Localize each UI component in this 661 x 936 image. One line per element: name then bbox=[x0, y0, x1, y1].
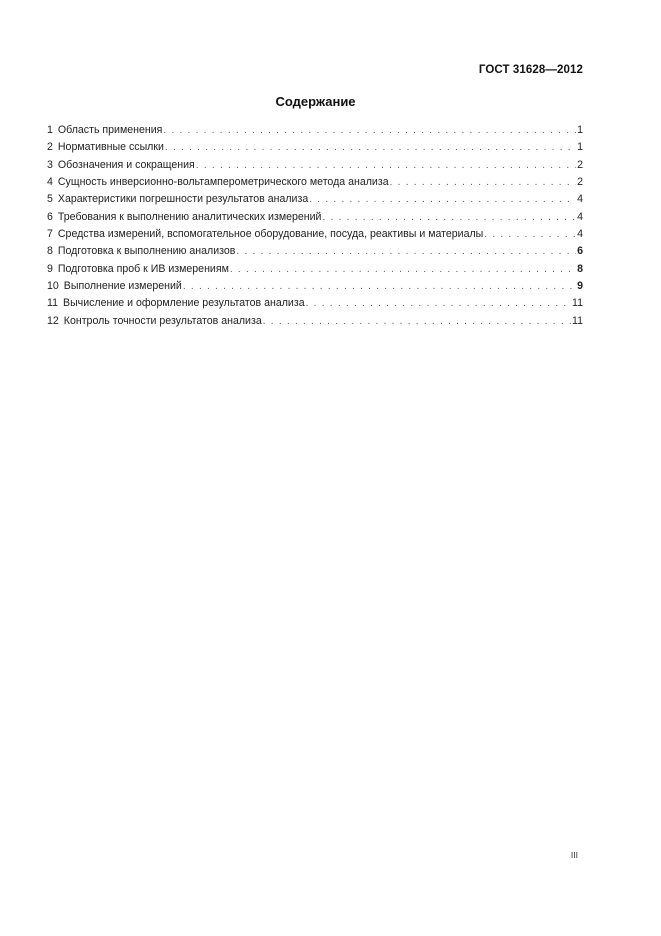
toc-entry-title: Требования к выполнению аналитических измерений bbox=[57, 210, 322, 223]
toc-entry-12[interactable] bbox=[47, 313, 583, 330]
toc-entry-number: 6 bbox=[47, 210, 53, 223]
toc-entry-page: 11 bbox=[572, 297, 583, 310]
dot-leader bbox=[306, 295, 571, 312]
toc-entry-number: 11 bbox=[47, 297, 58, 310]
dot-leader bbox=[309, 191, 576, 208]
toc-entry-6[interactable] bbox=[47, 209, 583, 226]
toc-entry-page: 2 bbox=[577, 176, 583, 189]
toc-entry-page: 8 bbox=[577, 262, 583, 275]
toc-entry-9[interactable] bbox=[47, 261, 583, 278]
toc-entry-number: 8 bbox=[47, 245, 53, 258]
toc-entry-8[interactable] bbox=[47, 243, 583, 260]
dot-leader bbox=[196, 157, 576, 174]
toc-entry-title: Выполнение измерений bbox=[63, 280, 182, 293]
toc-entry-number: 4 bbox=[47, 176, 53, 189]
toc-entry-page: 4 bbox=[577, 210, 583, 223]
toc-title: Содержание bbox=[275, 94, 356, 109]
toc-entry-10[interactable] bbox=[47, 278, 583, 295]
dot-leader bbox=[484, 226, 576, 243]
dot-leader bbox=[263, 313, 571, 330]
toc-entry-number: 3 bbox=[47, 158, 53, 171]
dot-leader bbox=[390, 174, 577, 191]
toc-entry-4[interactable] bbox=[47, 174, 583, 191]
toc-entry-title: Подготовка к выполнению анализов bbox=[57, 245, 236, 258]
toc-entry-page: 11 bbox=[572, 314, 583, 327]
toc-entry-title: Сущность инверсионно-вольтамперометрического метода анализа bbox=[57, 176, 389, 189]
toc-entry-title: Вычисление и оформление результатов анализа bbox=[63, 297, 305, 310]
toc-entry-2[interactable] bbox=[47, 139, 583, 156]
toc-entry-page: 4 bbox=[577, 228, 583, 241]
toc-entry-title: Подготовка проб к ИВ измерениям bbox=[57, 262, 229, 275]
toc-entry-number: 2 bbox=[47, 141, 53, 154]
toc-entry-title: Обозначения и сокращения bbox=[57, 158, 195, 171]
toc-entry-title: Область применения bbox=[57, 124, 163, 136]
toc-entry-number: 12 bbox=[47, 314, 59, 327]
toc-entry-page: 2 bbox=[577, 158, 583, 171]
dot-leader bbox=[236, 243, 576, 260]
toc-entry-title: Характеристики погрешности результатов анализа bbox=[57, 193, 309, 206]
dot-leader bbox=[183, 278, 576, 295]
toc-entry-page: 4 bbox=[577, 193, 583, 206]
toc-entry-page: 1 bbox=[577, 141, 583, 154]
toc-entry-7[interactable] bbox=[47, 226, 583, 243]
toc-entry-number: 7 bbox=[47, 228, 53, 241]
table-of-contents bbox=[47, 122, 583, 330]
toc-entry-number: 10 bbox=[47, 280, 59, 293]
dot-leader bbox=[165, 139, 576, 156]
dot-leader bbox=[322, 209, 576, 226]
toc-entry-page: 9 bbox=[577, 280, 583, 293]
toc-entry-number: 9 bbox=[47, 262, 53, 275]
toc-entry-number: 1 bbox=[47, 124, 53, 136]
toc-entry-1[interactable] bbox=[47, 122, 583, 139]
toc-entry-11[interactable] bbox=[47, 295, 583, 312]
toc-entry-number: 5 bbox=[47, 193, 53, 206]
toc-entry-5[interactable] bbox=[47, 191, 583, 208]
document-code: ГОСТ 31628—2012 bbox=[478, 64, 583, 76]
dot-leader bbox=[230, 261, 576, 278]
dot-leader bbox=[163, 122, 576, 139]
page-number: III bbox=[570, 850, 578, 860]
toc-entry-3[interactable] bbox=[47, 157, 583, 174]
toc-entry-title: Контроль точности результатов анализа bbox=[63, 314, 262, 327]
toc-entry-page: 6 bbox=[577, 245, 583, 258]
toc-entry-title: Средства измерений, вспомогательное оборудование, посуда, реактивы и материалы bbox=[57, 228, 484, 241]
toc-entry-title: Нормативные ссылки bbox=[57, 141, 164, 154]
toc-entry-page: 1 bbox=[577, 124, 583, 136]
